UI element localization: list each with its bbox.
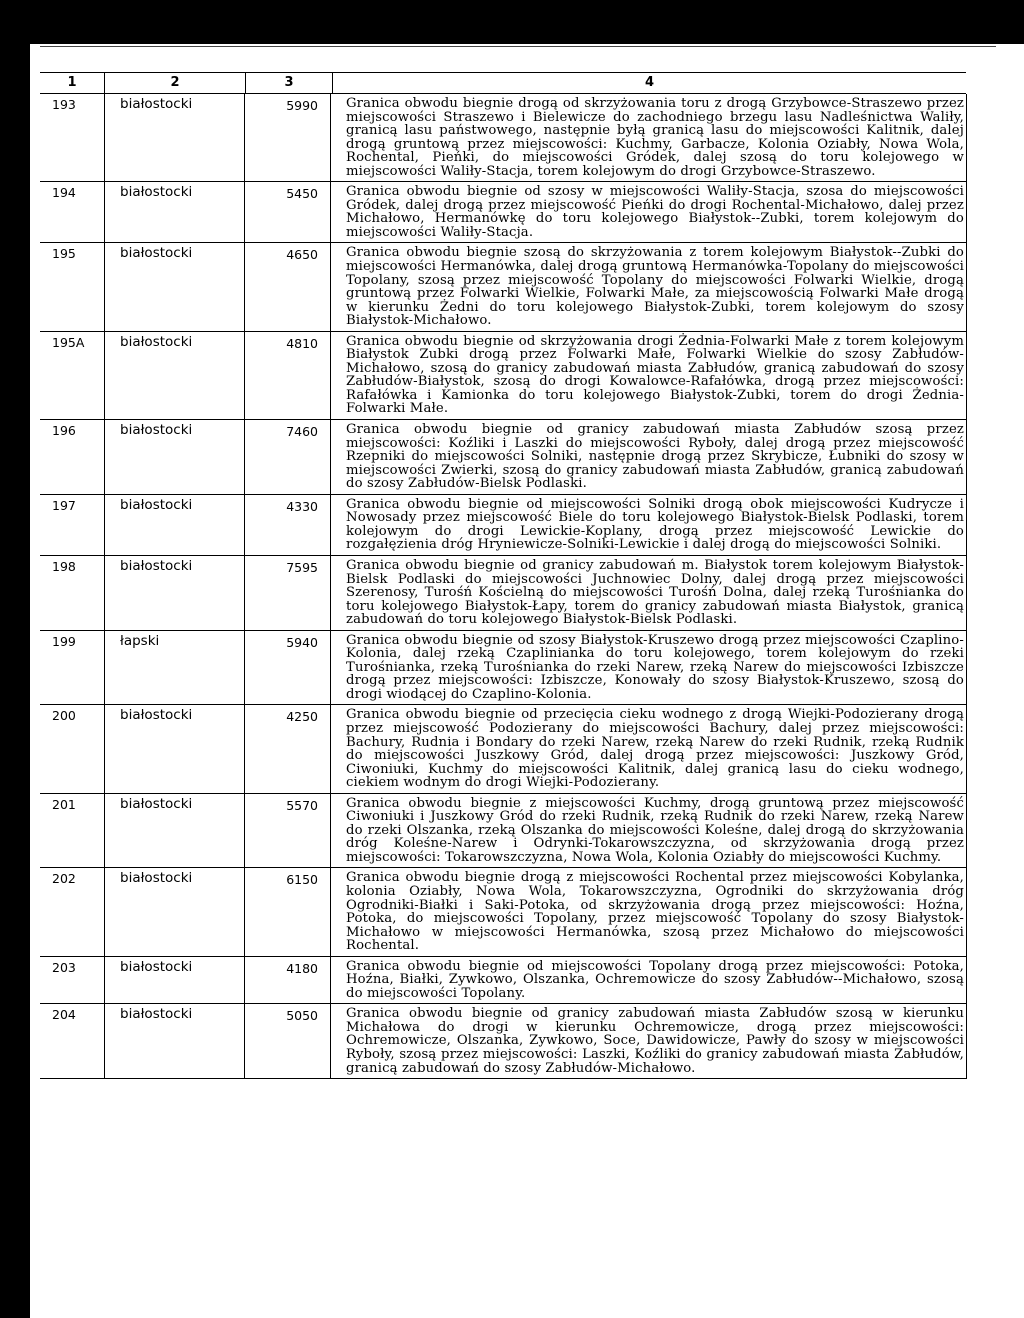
row-description: Granica obwodu biegnie z miejscowości Kuchmy, drogą gruntową przez miejscowość Ciwoniuki i Juszkowy Gród do rzeki Rudnik, rzeką Rudnik do rzeki Narew, rzeką Narew do rzeki Olszanka, rzeką Olszanka do miejscowości Koleśne, dalej drogą do skrzyżowania dróg Koleśne-Narew i Odrynki-Tokarowszczyzna, od skrzyżowania drogą przez miejscowości: Tokarowszczyzna, Nowa Wola, Kolonia Oziabły do miejscowości Kuchmy.: [346, 795, 964, 865]
row-area: 5450: [286, 186, 318, 202]
boundary-table: [40, 72, 966, 1079]
row-voivodeship: białostocki: [120, 496, 193, 513]
row-number: 194: [52, 185, 76, 201]
document-sheet: [30, 44, 1024, 1318]
row-number: 193: [52, 97, 76, 112]
header-col-4: 4: [332, 73, 966, 93]
table-row: [40, 868, 966, 956]
row-description: Granica obwodu biegnie od miejscowości Solniki drogą obok miejscowości Kudrycze i Nowosady przez miejscowość Biele do toru kolejowego Białystok-Bielsk Podlaski, torem kolejowym do drogi Lewickie-Koplany, drogą przez miejscowość Lewickie do rozgałęzienia dróg Hryniewicze-Solniki-Lewickie i dalej drogą do miejscowości Solniki.: [346, 496, 964, 553]
row-description: Granica obwodu biegnie szosą do skrzyżowania z torem kolejowym Białystok--Zubki do miejscowości Hermanówka, dalej drogą gruntową Hermanówka-Topolany do miejscowości Topolany, szosą przez miejscowość Topolany do miejscowości Folwarki Wielkie, drogą gruntową przez Folwarki Wielkie, Folwarki Małe, za miejscowością Folwarki Małe drogą w kierunku Żedni do toru kolejowego Białystok-Zubki, torem kolejowym do szosy Białystok-Michałowo.: [346, 245, 964, 329]
row-voivodeship: białostocki: [120, 1006, 193, 1023]
row-number: 195A: [52, 334, 85, 350]
row-voivodeship: białostocki: [120, 795, 193, 812]
row-voivodeship: białostocki: [120, 96, 193, 112]
row-description: Granica obwodu biegnie od szosy w miejscowości Waliły-Stacja, szosa do miejscowości Gródek, dalej drogą przez miejscowość Pieńki do drogi Rochental-Michałowo, dalej przez Michałowo, Hermanówkę do toru kolejowego Białystok--Zubki, torem kolejowym do miejscowości Waliły-Stacja.: [346, 184, 964, 240]
row-number: 199: [52, 633, 76, 649]
row-number: 196: [52, 423, 76, 439]
table-row: [40, 794, 966, 869]
row-voivodeship: białostocki: [120, 870, 193, 887]
header-col-2: 2: [104, 73, 245, 93]
row-area: 5990: [286, 98, 318, 113]
row-area: 4810: [286, 335, 318, 351]
row-voivodeship: białostocki: [120, 557, 193, 574]
row-area: 5570: [286, 797, 318, 813]
row-description: Granica obwodu biegnie od granicy zabudowań m. Białystok torem kolejowym Białystok-Bielsk Podlaski do miejscowości Juchnowiec Dolny, dalej drogą przez miejscowości Szerenosy, Turośń Kościelną do miejscowości Turośń Dolna, dalej rzeką Turośnianka do toru kolejowego Białystok-Łapy, torem do granicy zabudowań miasta Białystok, granicą zabudowań do toru kolejowego Białystok-Bielsk Podlaski.: [346, 557, 964, 628]
table-row: [40, 332, 966, 420]
table-header: [40, 73, 966, 94]
table-row: [40, 705, 966, 793]
row-voivodeship: białostocki: [120, 707, 193, 724]
row-voivodeship: białostocki: [120, 245, 193, 262]
column-divider: [104, 94, 105, 1079]
row-description: Granica obwodu biegnie od skrzyżowania drogi Żednia-Folwarki Małe z torem kolejowym Białystok Zubki drogą przez Folwarki Małe, Folwarki Wielkie do szosy Zabłudów-Michałowo, szosą do granicy zabudowań miasta Zabłudów, granicą zabudowań do szosy Zabłudów-Białystok, szosą do drogi Kowalowce-Rafałówka, drogą przez miejscowości: Rafałówka i Kamionka do toru kolejowego Białystok-Zubki, torem do drogi Żednia-Folwarki Małe.: [346, 333, 964, 417]
table-row: [40, 182, 966, 243]
header-col-1: 1: [67, 75, 77, 90]
row-number: 203: [52, 959, 76, 975]
column-divider: [244, 94, 245, 1079]
row-voivodeship: białostocki: [120, 958, 193, 975]
row-area: 6150: [286, 872, 318, 888]
table-row: [40, 495, 966, 556]
row-description: Granica obwodu biegnie drogą z miejscowości Rochental przez miejscowości Kobylanka, kolonia Oziabły, Nowa Wola, Tokarowszczyzna, Ogrodniki do skrzyżowania dróg Ogrodniki-Białki i Saki-Potoka, od skrzyżowania drogą przez miejscowości: Hoźna, Potoka, do miejscowości Topolany, przez miejscowość Topolany do szosy Białystok-Michałowo w miejscowości Hermanówka, szosą przez Michałowo do miejscowości Rochental.: [346, 870, 964, 954]
row-number: 197: [52, 497, 76, 513]
row-area: 4650: [286, 247, 318, 263]
table-row: [40, 94, 966, 182]
table-row: [40, 1004, 966, 1079]
row-description: Granica obwodu biegnie od miejscowości Topolany drogą przez miejscowości: Potoka, Hoźna, Białki, Zywkowo, Olszanka, Ochremowicze do szosy Zabłudów--Michałowo, szosą do miejscowości Topolany.: [346, 958, 964, 1001]
row-number: 204: [52, 1007, 76, 1023]
row-description: Granica obwodu biegnie drogą od skrzyżowania toru z drogą Grzybowce-Straszewo przez miejscowości Straszewo i Bielewicze do zachodniego brzegu lasu Nadleśnictwa Waliły, granicą lasu państwowego, następnie byłą granicą lasu do miejscowości Kalitnik, dalej drogą gruntową przez miejscowości: Kuchmy, Garbacze, Kolonia Oziabły, Nowa Wola, Rochental, Pieńki, do miejscowości Gródek, dalej szosą do toru kolejowego w miejscowości Waliły-Stacja, torem kolejowym do drogi Grzybowce-Straszewo.: [346, 96, 964, 179]
row-voivodeship: białostocki: [120, 333, 193, 350]
row-area: 4180: [286, 960, 318, 976]
table-row: [40, 420, 966, 495]
row-voivodeship: białostocki: [120, 422, 193, 439]
row-area: 7460: [286, 424, 318, 440]
table-row: [40, 243, 966, 331]
row-number: 198: [52, 558, 76, 574]
table-row: [40, 556, 966, 631]
row-number: 200: [52, 708, 76, 724]
row-area: 5050: [286, 1008, 318, 1024]
row-description: Granica obwodu biegnie od przecięcia cieku wodnego z drogą Wiejki-Podozierany drogą przez miejscowość Podozierany do miejscowości Bachury, dalej przez miejscowości: Bachury, Rudnia i Bondary do rzeki Narew, rzeką Narew do rzeki Rudnik, rzeką Rudnik do miejscowości Juszkowy Gród, dalej drogą przez miejscowości: Juszkowy Gród, Ciwoniuki, Kuchmy do miejscowości Kalitnik, dalej granicą lasu do cieku wodnego, ciekiem wodnym do drogi Wiejki-Podozierany.: [346, 707, 964, 791]
row-voivodeship: łapski: [120, 632, 160, 649]
table-row: [40, 957, 966, 1005]
table-body: [40, 94, 966, 1079]
row-voivodeship: białostocki: [120, 184, 193, 201]
top-rule: [40, 46, 996, 47]
row-area: 7595: [286, 559, 318, 575]
row-number: 202: [52, 871, 76, 887]
row-number: 201: [52, 796, 76, 812]
row-number: 195: [52, 246, 76, 262]
row-description: Granica obwodu biegnie od granicy zabudowań miasta Zabłudów szosą przez miejscowości: Koźliki i Laszki do miejscowości Ryboły, dalej drogą przez miejscowość Rzepniki do miejscowości Solniki, następnie drogą przez Skrybicze, Łubniki do szosy w miejscowości Zwierki, szosą do granicy zabudowań miasta Zabłudów, granicą zabudowań do szosy Zabłudów-Bielsk Podlaski.: [346, 422, 964, 492]
column-divider: [966, 94, 967, 1079]
column-divider: [330, 94, 331, 1079]
table-row: [40, 631, 966, 706]
row-area: 4250: [286, 709, 318, 725]
row-area: 4330: [286, 498, 318, 514]
row-description: Granica obwodu biegnie od granicy zabudowań miasta Zabłudów szosą w kierunku Michałowa do drogi w kierunku Ochremowicze, drogą przez miejscowości: Ochremowicze, Olszanka, Zywkowo, Soce, Dawidowicze, Pawły do szosy w miejscowości Ryboły, szosą przez miejscowości: Laszki, Koźliki do granicy zabudowań miasta Zabłudów, granicą zabudowań do szosy Zabłudów-Michałowo.: [346, 1006, 964, 1076]
header-col-3: 3: [245, 73, 332, 93]
row-area: 5940: [286, 634, 318, 650]
row-description: Granica obwodu biegnie od szosy Białystok-Kruszewo drogą przez miejscowości Czaplino-Kolonia, dalej rzeką Czaplinianka do toru kolejowego, torem kolejowym do rzeki Turośnianka, rzeką Turośnianka do rzeki Narew, rzeką Narew do miejscowości Izbiszcze drogą przez miejscowości: Izbiszcze, Konowały do szosy Białystok-Kruszewo, szosą do drogi wiodącej do Czaplino-Kolonia.: [346, 632, 964, 702]
